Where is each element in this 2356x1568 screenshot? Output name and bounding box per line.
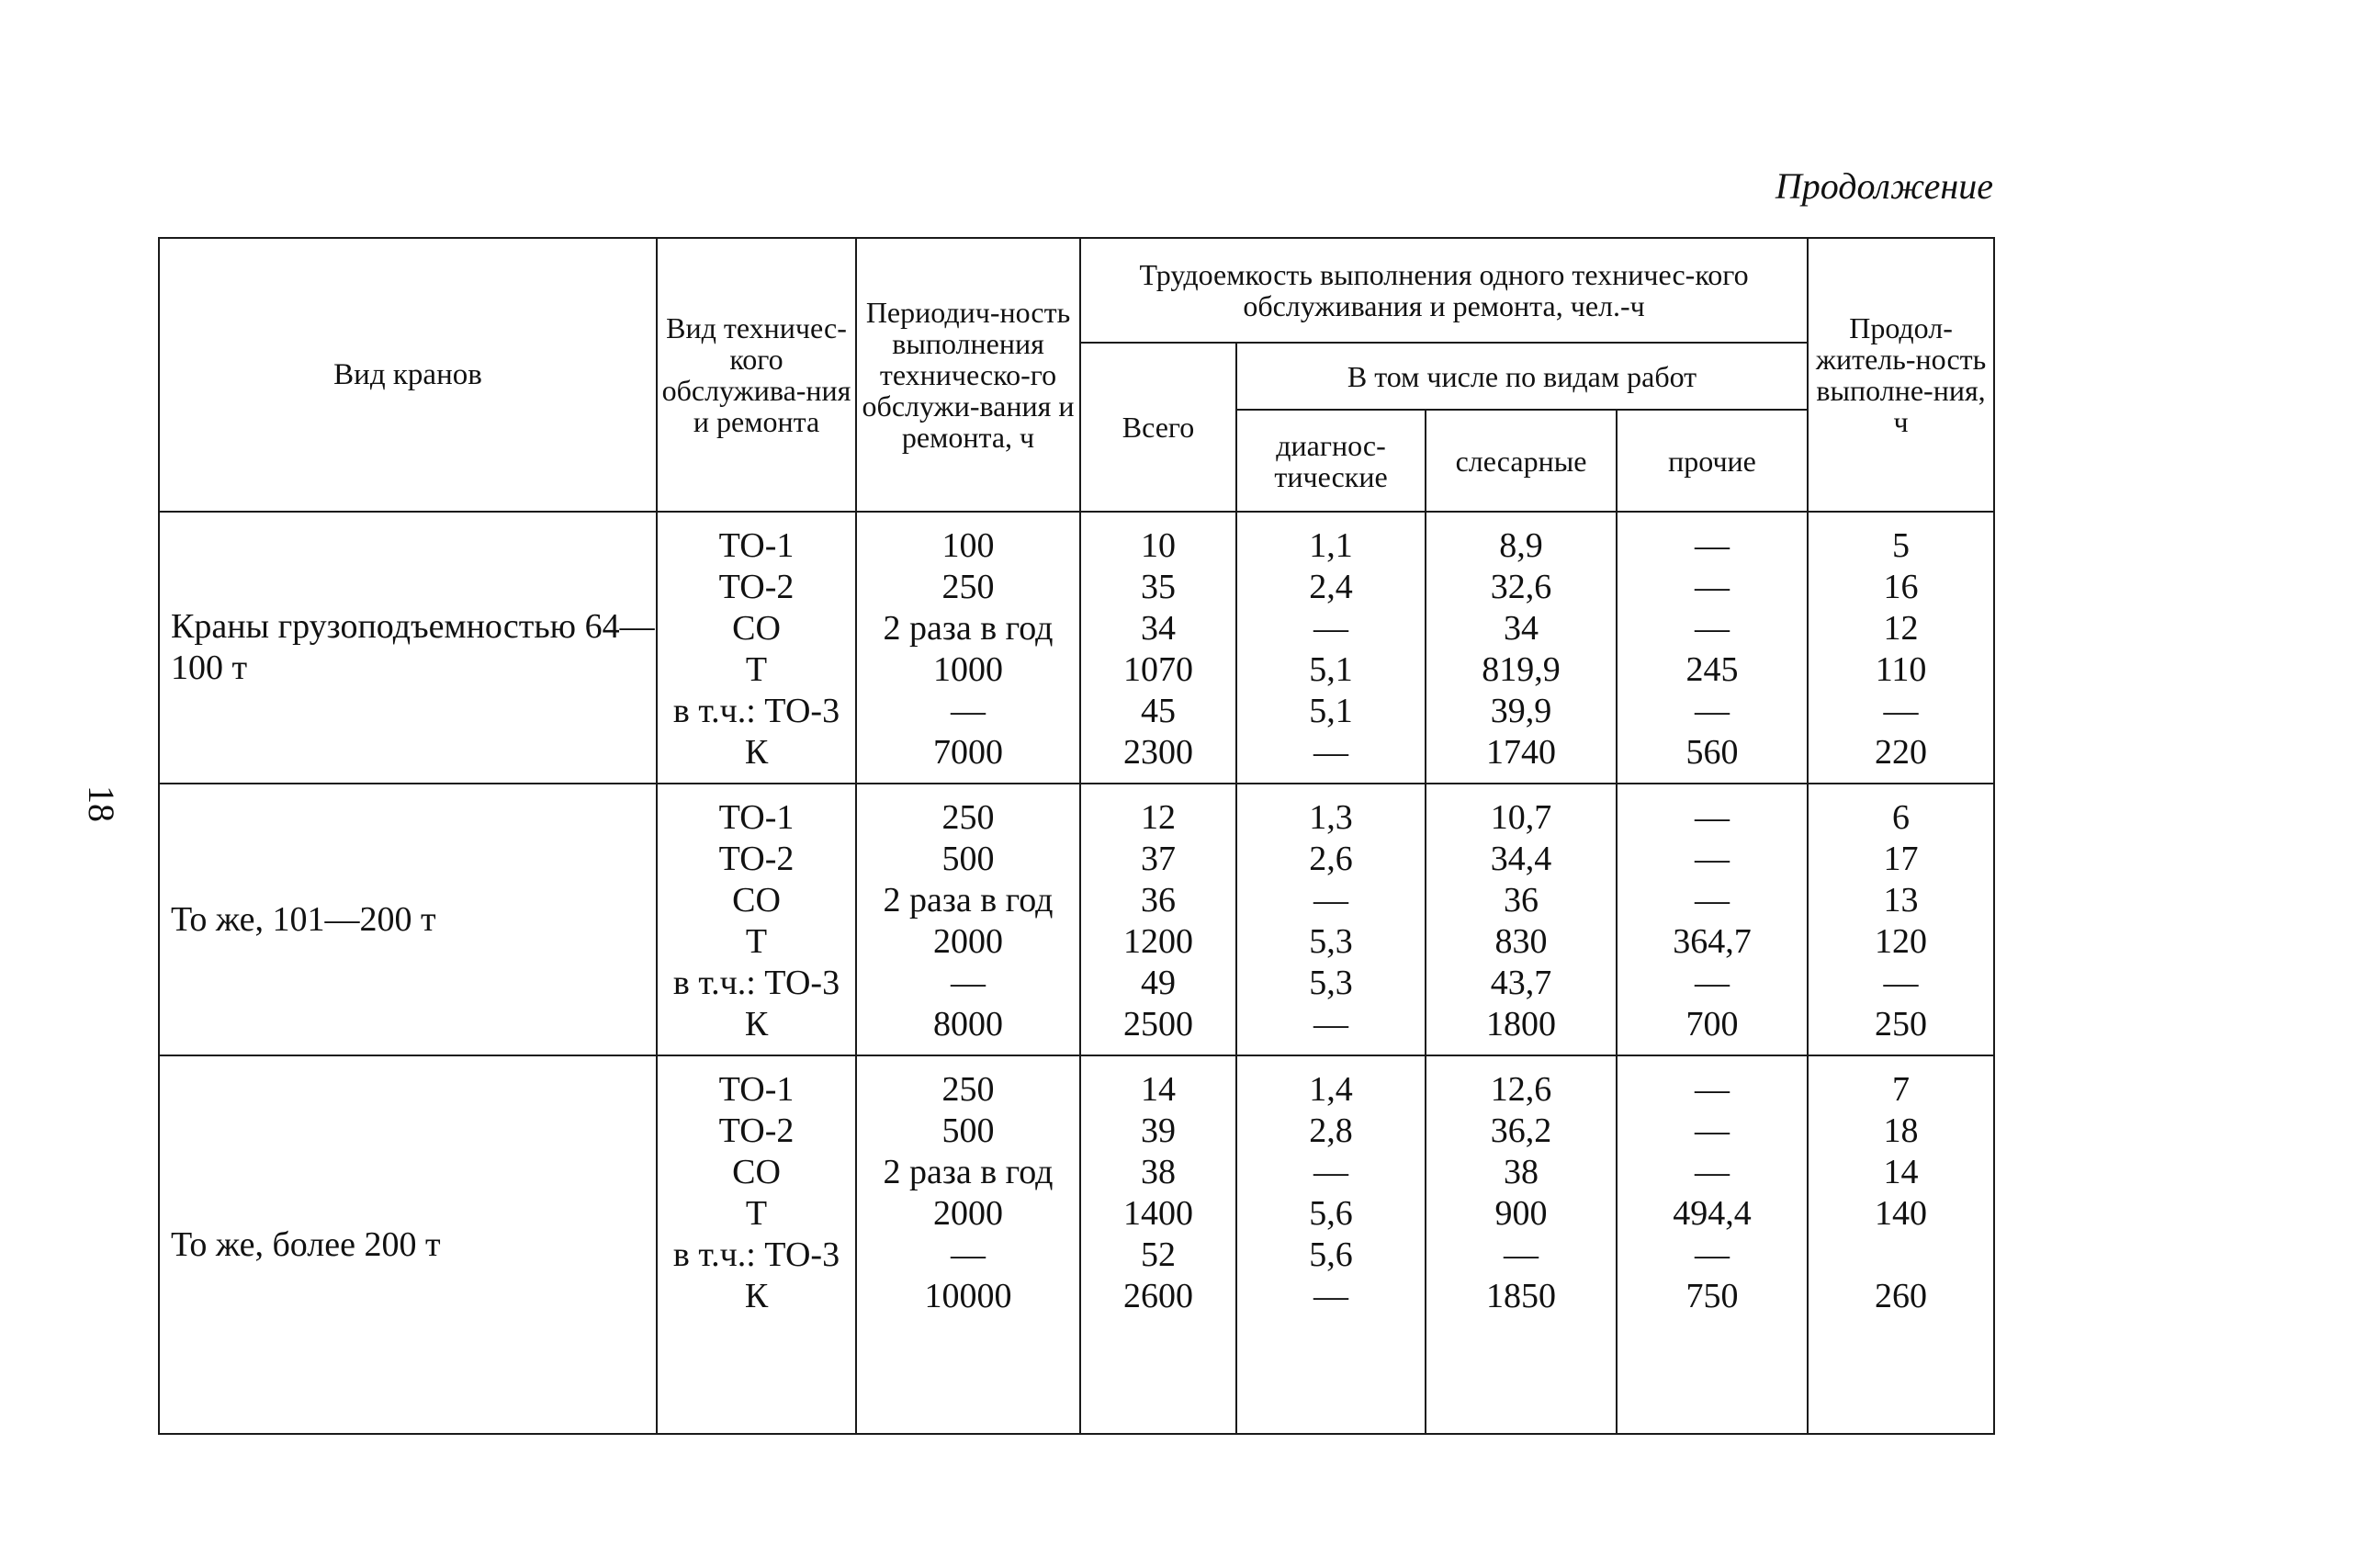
cell-value: 245 [1685, 650, 1739, 689]
cell-value: 819,9 [1482, 650, 1561, 689]
cell-value: — [1695, 568, 1730, 606]
fitter-values [1426, 512, 1617, 784]
cell-value [1809, 1235, 1993, 1276]
cell-value: — [1883, 964, 1919, 1002]
cell-value: 34 [1141, 609, 1176, 648]
cell-value: — [1883, 692, 1919, 730]
crane-type-cell: Краны грузоподъемностью 64—100 т [159, 512, 657, 784]
header-duration: Продол-житель-ность выполне-ния, ч [1808, 238, 1994, 512]
cell-value: — [1695, 964, 1730, 1002]
cell-value: 52 [1141, 1235, 1176, 1274]
cell-value: — [1695, 526, 1730, 565]
duration-values [1808, 784, 1994, 1055]
cell-value: ТО-1 [718, 526, 795, 565]
cell-value: 250 [941, 798, 995, 837]
total-values [1080, 1055, 1236, 1434]
cell-value: 35 [1141, 568, 1176, 606]
header-fitter: слесарные [1426, 410, 1617, 512]
cell-value: — [1695, 609, 1730, 648]
cell-value: 500 [941, 1111, 995, 1150]
cell-value: ТО-2 [718, 1111, 795, 1150]
cell-value: ТО-2 [718, 568, 795, 606]
cell-value: 5,3 [1309, 964, 1353, 1002]
cell-value: ТО-2 [718, 840, 795, 878]
cell-value: К [744, 1005, 769, 1043]
fitter-values [1426, 784, 1617, 1055]
cell-value: 34,4 [1490, 840, 1552, 878]
cell-value: Т [745, 1194, 768, 1233]
service-type-values [657, 512, 856, 784]
cell-value: 5,6 [1309, 1235, 1353, 1274]
cell-value: 17 [1883, 840, 1919, 878]
service-type-values [657, 1055, 856, 1434]
cell-value: — [1695, 840, 1730, 878]
cell-value: 10 [1141, 526, 1176, 565]
cell-value: 830 [1494, 922, 1548, 961]
cell-value: 8,9 [1499, 526, 1543, 565]
cell-value: — [1695, 1070, 1730, 1109]
cell-value: 43,7 [1490, 964, 1552, 1002]
cell-value: 2 раза в год [883, 1153, 1054, 1191]
cell-value: 36 [1141, 881, 1176, 919]
cell-value: СО [732, 609, 781, 648]
cell-value: 49 [1141, 964, 1176, 1002]
cell-value: ТО-1 [718, 1070, 795, 1109]
cell-value: 10000 [924, 1277, 1012, 1315]
total-values [1080, 512, 1236, 784]
cell-value: 110 [1875, 650, 1927, 689]
cell-value: 900 [1494, 1194, 1548, 1233]
cell-value: 18 [1883, 1111, 1919, 1150]
cell-value: 1740 [1486, 733, 1556, 772]
cell-value: — [1695, 1111, 1730, 1150]
cell-value: 14 [1883, 1153, 1919, 1191]
cell-value: 36 [1504, 881, 1539, 919]
cell-value: в т.ч.: ТО-3 [672, 692, 840, 730]
diagnostic-values [1236, 1055, 1426, 1434]
cell-value: 1850 [1486, 1277, 1556, 1315]
cell-value: 2600 [1123, 1277, 1193, 1315]
cell-value: 36,2 [1490, 1111, 1552, 1150]
cell-value: 37 [1141, 840, 1176, 878]
cell-value: 5,6 [1309, 1194, 1353, 1233]
cell-value: — [1313, 881, 1348, 919]
cell-value: 2,6 [1309, 840, 1353, 878]
cell-value: — [1695, 1235, 1730, 1274]
header-periodicity: Периодич-ность выполнения техническо-го обслужи-вания и ремонта, ч [856, 238, 1080, 512]
cell-value: 2,4 [1309, 568, 1353, 606]
cell-value: 38 [1141, 1153, 1176, 1191]
cell-value: 2000 [933, 1194, 1003, 1233]
cell-value: 2300 [1123, 733, 1193, 772]
periodicity-values [856, 1055, 1080, 1434]
cell-value: — [1695, 798, 1730, 837]
cell-value: 100 [941, 526, 995, 565]
cell-value: 6 [1892, 798, 1911, 837]
cell-value: 1,4 [1309, 1070, 1353, 1109]
cell-value: 750 [1685, 1277, 1739, 1315]
cell-value: 1400 [1123, 1194, 1193, 1233]
header-crane-type: Вид кранов [159, 238, 657, 512]
total-values [1080, 784, 1236, 1055]
cell-value: 2000 [933, 922, 1003, 961]
cell-value: 12,6 [1490, 1070, 1552, 1109]
header-other: прочие [1617, 410, 1808, 512]
duration-values [1808, 512, 1994, 784]
cell-value: 140 [1875, 1194, 1928, 1233]
crane-maintenance-table [158, 237, 1995, 1435]
cell-value: — [1695, 692, 1730, 730]
cell-value: — [1313, 1005, 1348, 1043]
crane-group-row [159, 512, 1994, 784]
table-body [159, 512, 1994, 1434]
cell-value: в т.ч.: ТО-3 [672, 1235, 840, 1274]
continuation-caption: Продолжение [1775, 165, 1993, 207]
diagnostic-values [1236, 784, 1426, 1055]
cell-value: 1000 [933, 650, 1003, 689]
cell-value: 1200 [1123, 922, 1193, 961]
cell-value: — [1313, 609, 1348, 648]
header-by-work-type: В том числе по видам работ [1236, 343, 1808, 410]
cell-value: — [1504, 1235, 1539, 1274]
cell-value: — [951, 964, 986, 1002]
cell-value: 2500 [1123, 1005, 1193, 1043]
cell-value: 500 [941, 840, 995, 878]
cell-value: — [951, 692, 986, 730]
other-values [1617, 512, 1808, 784]
cell-value: 14 [1141, 1070, 1176, 1109]
other-values [1617, 1055, 1808, 1434]
cell-value: СО [732, 1153, 781, 1191]
cell-value: 32,6 [1490, 568, 1552, 606]
cell-value: 39 [1141, 1111, 1176, 1150]
cell-value: Т [745, 922, 768, 961]
cell-value: 7000 [933, 733, 1003, 772]
crane-group-row [159, 1055, 1994, 1434]
cell-value: К [744, 733, 769, 772]
cell-value: ТО-1 [718, 798, 795, 837]
page-number: 18 [81, 785, 122, 822]
cell-value: 5 [1892, 526, 1911, 565]
cell-value: — [1313, 1153, 1348, 1191]
cell-value: 8000 [933, 1005, 1003, 1043]
service-type-values [657, 784, 856, 1055]
cell-value: 364,7 [1673, 922, 1752, 961]
cell-value: 13 [1883, 881, 1919, 919]
cell-value: 45 [1141, 692, 1176, 730]
cell-value: 10,7 [1490, 798, 1552, 837]
cell-value: 1,3 [1309, 798, 1353, 837]
cell-value: 12 [1883, 609, 1919, 648]
cell-value: 220 [1875, 733, 1928, 772]
cell-value: К [744, 1277, 769, 1315]
cell-value: 260 [1875, 1277, 1928, 1315]
cell-value: 250 [941, 1070, 995, 1109]
cell-value: 5,1 [1309, 692, 1353, 730]
cell-value: 39,9 [1490, 692, 1552, 730]
cell-value: — [1695, 1153, 1730, 1191]
cell-value: 2 раза в год [883, 881, 1054, 919]
cell-value: 16 [1883, 568, 1919, 606]
header-labor-intensity: Трудоемкость выполнения одного техничес-кого обслуживания и ремонта, чел.-ч [1080, 238, 1808, 343]
cell-value: 250 [941, 568, 995, 606]
diagnostic-values [1236, 512, 1426, 784]
header-diagnostic: диагнос-тические [1236, 410, 1426, 512]
cell-value: 250 [1875, 1005, 1928, 1043]
cell-value: 1070 [1123, 650, 1193, 689]
cell-value: — [1313, 1277, 1348, 1315]
duration-values [1808, 1055, 1994, 1434]
cell-value: 7 [1892, 1070, 1911, 1109]
cell-value: 700 [1685, 1005, 1739, 1043]
cell-value: — [1313, 733, 1348, 772]
cell-value: 120 [1875, 922, 1928, 961]
cell-value: 5,1 [1309, 650, 1353, 689]
cell-value: 12 [1141, 798, 1176, 837]
cell-value: 5,3 [1309, 922, 1353, 961]
cell-value: 38 [1504, 1153, 1539, 1191]
cell-value: 2,8 [1309, 1111, 1353, 1150]
crane-type-cell: То же, более 200 т [159, 1055, 657, 1434]
crane-type-cell: То же, 101—200 т [159, 784, 657, 1055]
crane-group-row [159, 784, 1994, 1055]
other-values [1617, 784, 1808, 1055]
cell-value: 34 [1504, 609, 1539, 648]
cell-value: СО [732, 881, 781, 919]
cell-value: Т [745, 650, 768, 689]
cell-value: 560 [1685, 733, 1739, 772]
cell-value: 1,1 [1309, 526, 1353, 565]
header-total: Всего [1080, 343, 1236, 512]
header-service-type: Вид техничес-кого обслужива-ния и ремонта [657, 238, 856, 512]
fitter-values [1426, 1055, 1617, 1434]
cell-value: 1800 [1486, 1005, 1556, 1043]
cell-value: — [1695, 881, 1730, 919]
periodicity-values [856, 784, 1080, 1055]
periodicity-values [856, 512, 1080, 784]
cell-value: 2 раза в год [883, 609, 1054, 648]
cell-value: 494,4 [1673, 1194, 1752, 1233]
cell-value: в т.ч.: ТО-3 [672, 964, 840, 1002]
cell-value: — [951, 1235, 986, 1274]
